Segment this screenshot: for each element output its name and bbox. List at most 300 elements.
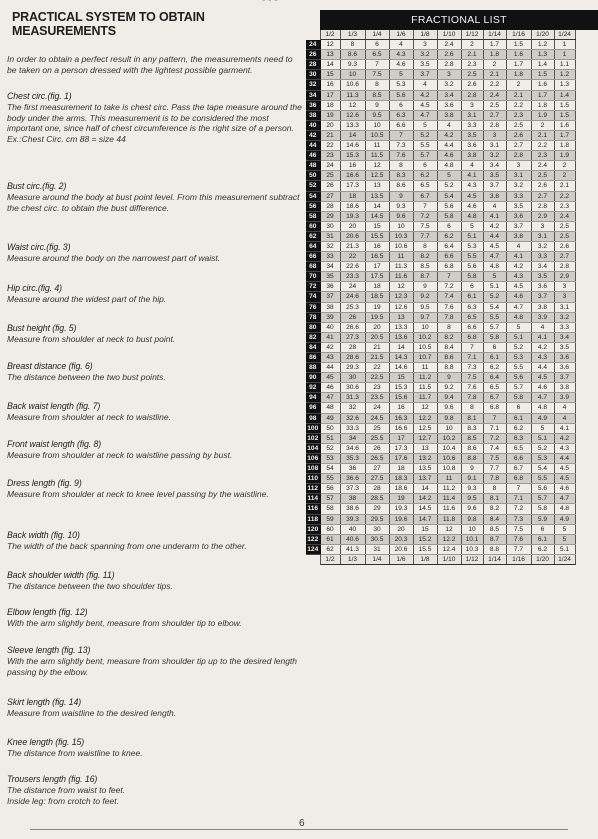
table-cell: 1.6 — [554, 120, 575, 130]
table-cell: 11.2 — [413, 373, 437, 383]
size-cell: 24 — [306, 40, 320, 50]
table-cell: 1.9 — [554, 151, 575, 161]
table-cell: 6.5 — [483, 383, 506, 393]
table-cell: 8.1 — [483, 494, 506, 504]
table-cell: 2.6 — [531, 181, 554, 191]
table-cell: 2.5 — [461, 70, 483, 80]
table-cell: 57 — [320, 494, 340, 504]
table-cell: 1.7 — [554, 130, 575, 140]
table-cell: 22.6 — [340, 262, 365, 272]
table-cell: 5 — [554, 534, 575, 544]
table-cell: 2.8 — [461, 90, 483, 100]
table-cell: 49 — [320, 413, 340, 423]
table-row — [306, 302, 575, 312]
measurement-section — [7, 478, 303, 500]
table-cell: 41 — [320, 332, 340, 342]
table-cell: 38 — [320, 302, 340, 312]
table-cell: 42 — [320, 342, 340, 352]
table-cell: 10 — [461, 524, 483, 534]
section-body: With the arm slightly bent, measure from shoulder tip to elbow. — [7, 618, 242, 628]
table-cell: 19.3 — [340, 211, 365, 221]
section-body: The width of the back spanning from one underarm to the other. — [7, 541, 247, 551]
size-cell: 90 — [306, 373, 320, 383]
table-cell: 4.4 — [531, 363, 554, 373]
table-cell: 6.1 — [531, 534, 554, 544]
table-cell: 3.8 — [506, 231, 531, 241]
table-cell: 5.4 — [483, 302, 506, 312]
table-cell: 3.2 — [506, 181, 531, 191]
table-cell: 5.6 — [437, 201, 461, 211]
size-cell: 52 — [306, 181, 320, 191]
table-cell: 28 — [365, 484, 389, 494]
table-row — [306, 534, 575, 544]
table-cell: 29.3 — [340, 363, 365, 373]
top-column-header: 1/10 — [437, 30, 461, 40]
bottom-column-header: 1/8 — [413, 554, 437, 564]
table-cell: 9.8 — [461, 514, 483, 524]
table-cell: 7.8 — [461, 393, 483, 403]
table-cell: 4.3 — [506, 272, 531, 282]
size-cell: 56 — [306, 201, 320, 211]
table-cell: 23.3 — [340, 272, 365, 282]
section-heading: Trousers length (fig. 16) — [7, 774, 98, 784]
table-cell: 4.6 — [461, 201, 483, 211]
table-cell: 5.8 — [506, 393, 531, 403]
table-cell: 1.8 — [554, 141, 575, 151]
table-cell: 4.1 — [483, 211, 506, 221]
size-cell: 120 — [307, 525, 319, 533]
table-cell: 1.1 — [554, 60, 575, 70]
table-cell: 26 — [365, 443, 389, 453]
table-cell: 5.1 — [483, 282, 506, 292]
table-cell: 20.5 — [365, 332, 389, 342]
table-cell: 46 — [320, 383, 340, 393]
table-cell: 1 — [554, 40, 575, 50]
table-cell: 7.7 — [413, 231, 437, 241]
bottom-column-header: 1/14 — [483, 554, 506, 564]
table-cell: 26.6 — [340, 322, 365, 332]
table-cell: 3.5 — [413, 60, 437, 70]
table-cell: 27.3 — [340, 332, 365, 342]
table-cell: 1.8 — [506, 70, 531, 80]
table-cell: 7.5 — [483, 453, 506, 463]
measurement-section — [7, 697, 303, 719]
table-cell: 3.1 — [531, 231, 554, 241]
table-cell: 15 — [389, 373, 413, 383]
table-cell: 2.8 — [483, 120, 506, 130]
size-cell: 110 — [307, 475, 319, 483]
table-cell: 2.7 — [531, 191, 554, 201]
table-cell: 35 — [320, 272, 340, 282]
table-cell: 2.1 — [554, 181, 575, 191]
table-cell: 5 — [389, 70, 413, 80]
table-row — [306, 383, 575, 393]
table-cell: 31 — [365, 544, 389, 554]
table-cell: 8.8 — [461, 453, 483, 463]
table-cell: 22 — [320, 141, 340, 151]
table-cell: 53 — [320, 453, 340, 463]
table-cell: 4 — [554, 413, 575, 423]
section-heading: Bust circ.(fig. 2) — [7, 181, 67, 191]
size-cell: 86 — [306, 353, 320, 363]
size-cell: 74 — [306, 292, 320, 302]
table-cell: 22 — [340, 252, 365, 262]
size-cell: 106 — [307, 454, 319, 462]
table-cell: 4.7 — [413, 110, 437, 120]
table-cell: 4.5 — [531, 373, 554, 383]
section-body: Measure from waistline to the desired length. — [7, 708, 177, 718]
table-cell: 5.9 — [531, 514, 554, 524]
table-cell: 6.8 — [506, 474, 531, 484]
table-cell: 4.6 — [531, 383, 554, 393]
table-row — [306, 181, 575, 191]
table-cell: 9.2 — [413, 292, 437, 302]
fractional-list-panel — [306, 10, 598, 565]
table-cell: 27 — [365, 464, 389, 474]
table-cell: 18.6 — [340, 201, 365, 211]
bottom-column-header: 1/6 — [389, 554, 413, 564]
table-row — [306, 524, 575, 534]
table-cell: 8 — [413, 241, 437, 251]
table-cell: 33.3 — [340, 423, 365, 433]
table-cell: 21 — [320, 130, 340, 140]
top-column-header: 1/2 — [320, 30, 340, 40]
table-cell: 28.6 — [340, 353, 365, 363]
table-cell: 3 — [506, 161, 531, 171]
table-row — [306, 70, 575, 80]
table-cell: 5.7 — [506, 383, 531, 393]
table-cell: 7.3 — [506, 514, 531, 524]
table-cell: 19.3 — [389, 504, 413, 514]
table-cell: 9 — [437, 373, 461, 383]
table-cell: 2.1 — [506, 90, 531, 100]
table-cell: 24 — [340, 282, 365, 292]
table-row — [306, 484, 575, 494]
table-cell: 32 — [320, 241, 340, 251]
table-cell: 4 — [413, 80, 437, 90]
table-cell: 4.4 — [554, 453, 575, 463]
table-cell: 11.5 — [413, 383, 437, 393]
table-cell: 16.5 — [365, 252, 389, 262]
instructions-column — [7, 10, 303, 76]
section-body: The distance from waistline to knee. — [7, 748, 143, 758]
table-row — [306, 423, 575, 433]
table-row — [306, 453, 575, 463]
top-column-header: 1/6 — [389, 30, 413, 40]
section-body: Measure around the body at bust point level. From this measurement subtract the chest circ. to obtain the bust difference. — [7, 192, 300, 213]
table-cell: 7.5 — [413, 221, 437, 231]
table-cell: 58 — [320, 504, 340, 514]
table-cell: 26.5 — [365, 453, 389, 463]
table-cell: 8.5 — [365, 90, 389, 100]
table-cell: 11 — [389, 252, 413, 262]
table-cell: 12.7 — [413, 433, 437, 443]
table-cell: 3.5 — [554, 342, 575, 352]
table-cell: 6.2 — [437, 231, 461, 241]
table-cell: 14 — [320, 60, 340, 70]
table-cell: 5 — [413, 120, 437, 130]
table-cell: 4.8 — [506, 312, 531, 322]
section-heading: Knee length (fig. 15) — [7, 737, 85, 747]
size-cell: 104 — [307, 444, 319, 452]
table-cell: 4 — [461, 161, 483, 171]
table-cell: 5.8 — [461, 272, 483, 282]
table-cell: 6 — [506, 403, 531, 413]
table-cell: 13.5 — [365, 191, 389, 201]
table-cell: 43 — [320, 353, 340, 363]
table-cell: 4.2 — [413, 90, 437, 100]
table-cell: 5.1 — [506, 332, 531, 342]
table-cell: 30 — [365, 524, 389, 534]
table-cell: 15.3 — [340, 151, 365, 161]
table-cell: 3.7 — [483, 181, 506, 191]
bottom-column-header: 1/10 — [437, 554, 461, 564]
table-cell: 2.4 — [437, 40, 461, 50]
table-cell: 19.6 — [389, 514, 413, 524]
table-cell: 4.8 — [437, 161, 461, 171]
size-cell: 28 — [306, 60, 320, 70]
table-cell: 5.8 — [483, 332, 506, 342]
table-cell: 23 — [365, 383, 389, 393]
table-cell: 15 — [320, 70, 340, 80]
table-cell: 60 — [320, 524, 340, 534]
table-cell: 15.2 — [413, 534, 437, 544]
table-cell: 12.3 — [389, 292, 413, 302]
table-cell: 13 — [413, 443, 437, 453]
table-cell: 1.8 — [483, 50, 506, 60]
table-cell: 19 — [320, 110, 340, 120]
section-heading: Bust height (fig. 5) — [7, 323, 77, 333]
table-cell: 3.7 — [554, 373, 575, 383]
table-cell: 8.4 — [437, 342, 461, 352]
table-cell: 16.6 — [340, 171, 365, 181]
table-cell: 5 — [437, 171, 461, 181]
table-cell: 7 — [437, 272, 461, 282]
table-cell: 10.8 — [437, 464, 461, 474]
table-cell: 3.2 — [554, 312, 575, 322]
table-cell: 2 — [531, 120, 554, 130]
footer-rule — [30, 829, 568, 830]
table-row — [306, 353, 575, 363]
table-cell: 30 — [320, 221, 340, 231]
section-heading: Waist circ.(fig. 3) — [7, 242, 71, 252]
table-cell: 8.3 — [461, 423, 483, 433]
table-cell: 5 — [531, 423, 554, 433]
table-cell: 2.3 — [554, 201, 575, 211]
table-row — [306, 252, 575, 262]
section-heading: Back width (fig. 10) — [7, 530, 80, 540]
table-cell: 6.5 — [461, 312, 483, 322]
section-extra: Inside leg: from crotch to feet. — [7, 795, 119, 806]
table-cell: 25.3 — [340, 302, 365, 312]
table-cell: 2.5 — [531, 171, 554, 181]
table-cell: 19 — [389, 494, 413, 504]
table-cell: 9.5 — [413, 302, 437, 312]
table-corner — [306, 554, 320, 564]
table-cell: 27.5 — [365, 474, 389, 484]
table-cell: 3.7 — [531, 292, 554, 302]
table-cell: 23 — [320, 151, 340, 161]
table-cell: 9.6 — [389, 211, 413, 221]
table-cell: 18 — [320, 100, 340, 110]
table-cell: 4.5 — [461, 191, 483, 201]
table-cell: 4.1 — [506, 252, 531, 262]
table-cell: 20 — [340, 221, 365, 231]
table-cell: 6.1 — [506, 413, 531, 423]
table-cell: 4.5 — [506, 282, 531, 292]
table-row — [306, 141, 575, 151]
table-cell: 6.2 — [506, 423, 531, 433]
table-cell: 14 — [389, 342, 413, 352]
table-cell: 16 — [389, 403, 413, 413]
table-cell: 5.3 — [461, 241, 483, 251]
table-cell: 1 — [554, 50, 575, 60]
table-cell: 4.2 — [531, 342, 554, 352]
table-cell: 2.6 — [461, 80, 483, 90]
table-cell: 3.6 — [506, 211, 531, 221]
table-cell: 18.6 — [389, 484, 413, 494]
table-cell: 7.3 — [389, 141, 413, 151]
table-cell: 3.4 — [437, 90, 461, 100]
table-cell: 8.1 — [461, 413, 483, 423]
table-cell: 9.4 — [437, 393, 461, 403]
table-cell: 34 — [340, 433, 365, 443]
table-cell: 3.5 — [506, 201, 531, 211]
table-row — [306, 151, 575, 161]
bottom-column-header: 1/20 — [531, 554, 554, 564]
table-cell: 17 — [320, 90, 340, 100]
table-cell: 6.2 — [483, 363, 506, 373]
table-cell: 13.3 — [340, 120, 365, 130]
table-cell: 9 — [365, 100, 389, 110]
table-cell: 4.7 — [531, 393, 554, 403]
size-cell: 50 — [306, 171, 320, 181]
table-cell: 11.8 — [437, 514, 461, 524]
table-cell: 1.4 — [554, 90, 575, 100]
table-cell: 4.2 — [483, 221, 506, 231]
table-cell: 11 — [365, 141, 389, 151]
table-cell: 29 — [365, 504, 389, 514]
section-body: The distance between the two shoulder tips. — [7, 581, 173, 591]
table-cell: 2.3 — [531, 151, 554, 161]
table-row — [306, 282, 575, 292]
table-cell: 23.5 — [365, 393, 389, 403]
table-cell: 5.6 — [461, 262, 483, 272]
table-row — [306, 191, 575, 201]
table-cell: 5.6 — [389, 90, 413, 100]
table-cell: 20 — [320, 120, 340, 130]
table-cell: 17.6 — [389, 453, 413, 463]
table-cell: 3 — [413, 40, 437, 50]
size-cell: 58 — [306, 211, 320, 221]
section-heading: Elbow length (fig. 12) — [7, 607, 88, 617]
table-cell: 8.7 — [413, 272, 437, 282]
table-cell: 5.7 — [483, 322, 506, 332]
measurement-section — [7, 323, 303, 345]
table-cell: 55 — [320, 474, 340, 484]
table-cell: 5 — [483, 272, 506, 282]
table-cell: 27 — [320, 191, 340, 201]
table-cell: 5.2 — [437, 181, 461, 191]
table-cell: 1.4 — [531, 60, 554, 70]
table-cell: 12.6 — [340, 110, 365, 120]
fractional-list-title: FRACTIONAL LIST — [320, 10, 598, 30]
table-cell: 22.5 — [365, 373, 389, 383]
table-cell: 9.6 — [461, 504, 483, 514]
section-heading: Hip circ.(fig. 4) — [7, 283, 62, 293]
measurement-section — [7, 181, 303, 213]
table-cell: 6.2 — [531, 544, 554, 554]
table-cell: 3.4 — [483, 161, 506, 171]
table-cell: 20.6 — [389, 544, 413, 554]
table-cell: 17 — [389, 433, 413, 443]
table-cell: 5.6 — [506, 373, 531, 383]
table-cell: 13 — [389, 312, 413, 322]
table-cell: 3.8 — [437, 110, 461, 120]
table-cell: 11.2 — [437, 484, 461, 494]
size-cell: 26 — [306, 50, 320, 60]
table-cell: 9 — [389, 191, 413, 201]
bottom-column-header: 1/2 — [320, 554, 340, 564]
table-cell: 1.6 — [531, 80, 554, 90]
table-cell: 24 — [320, 161, 340, 171]
table-cell: 4 — [554, 403, 575, 413]
table-cell: 3.5 — [483, 171, 506, 181]
table-cell: 13.6 — [389, 332, 413, 342]
table-row — [306, 80, 575, 90]
table-cell: 9.5 — [461, 494, 483, 504]
size-cell: 62 — [306, 231, 320, 241]
table-cell: 35.3 — [340, 453, 365, 463]
table-cell: 19.5 — [365, 312, 389, 322]
table-cell: 13 — [365, 181, 389, 191]
table-cell: 12 — [320, 40, 340, 50]
table-row — [306, 171, 575, 181]
table-row — [306, 514, 575, 524]
table-row — [306, 262, 575, 272]
table-cell: 3.7 — [413, 70, 437, 80]
table-cell: 3.3 — [506, 191, 531, 201]
table-cell: 5.7 — [531, 494, 554, 504]
table-cell: 12 — [365, 161, 389, 171]
table-cell: 8.6 — [437, 353, 461, 363]
table-cell: 3 — [554, 292, 575, 302]
table-cell: 8.8 — [483, 544, 506, 554]
table-cell: 2.2 — [554, 191, 575, 201]
size-cell: 54 — [306, 191, 320, 201]
table-cell: 8.7 — [483, 534, 506, 544]
table-cell: 12.2 — [413, 413, 437, 423]
table-cell: 6.4 — [437, 241, 461, 251]
table-cell: 2.8 — [437, 60, 461, 70]
table-cell: 25 — [365, 423, 389, 433]
table-cell: 1.6 — [506, 50, 531, 60]
table-cell: 40 — [320, 322, 340, 332]
table-cell: 8.5 — [483, 524, 506, 534]
table-cell: 5.6 — [531, 484, 554, 494]
table-row — [306, 231, 575, 241]
table-row — [306, 464, 575, 474]
table-cell: 7.5 — [506, 524, 531, 534]
table-cell: 14.2 — [413, 494, 437, 504]
table-cell: 10.6 — [340, 80, 365, 90]
table-cell: 9.2 — [437, 383, 461, 393]
table-cell: 5 — [461, 221, 483, 231]
table-cell: 14 — [340, 130, 365, 140]
table-cell: 5.8 — [531, 504, 554, 514]
table-cell: 40 — [340, 524, 365, 534]
table-cell: 1.3 — [531, 50, 554, 60]
